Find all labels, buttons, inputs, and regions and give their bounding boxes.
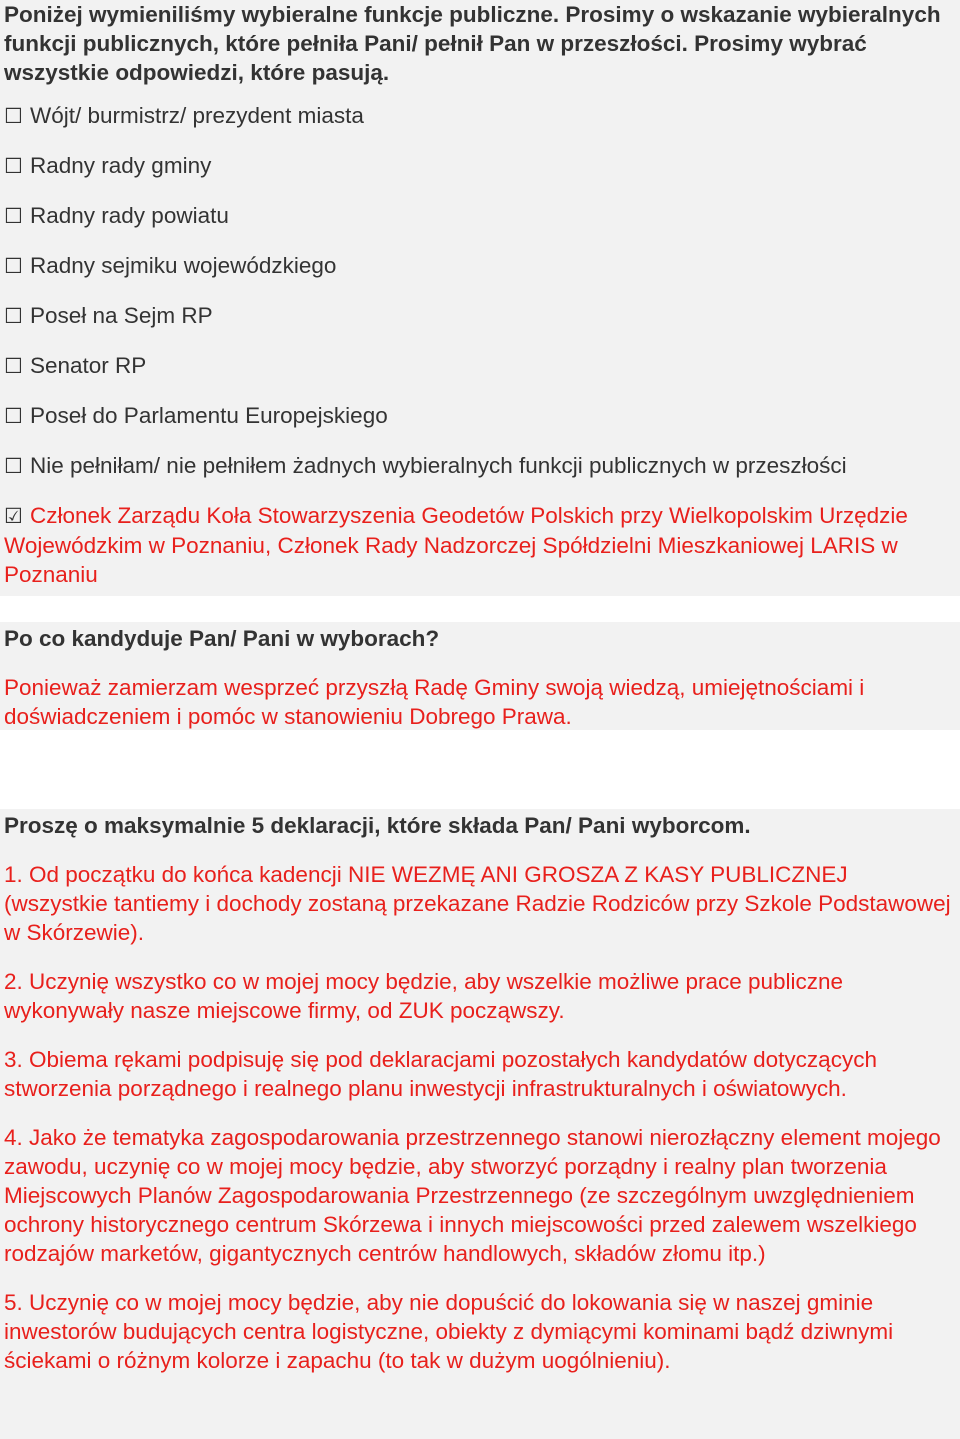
option-label: Senator RP xyxy=(30,353,147,378)
declaration-3: 3. Obiema rękami podpisuję się pod deklaracjami pozostałych kandydatów dotyczących stworzenia porządnego i realnego planu inwestycji infrastrukturalnych i oświatowych. xyxy=(4,1047,877,1101)
answer-why-running: Ponieważ zamierzam wesprzeć przyszłą Radę Gminy swoją wiedzą, umiejętnościami i doświadczeniem i pomóc w stanowieniu Dobrego Prawa. xyxy=(4,675,865,729)
option-label: Radny sejmiku wojewódzkiego xyxy=(30,253,337,278)
option-posel-sejm[interactable] xyxy=(4,301,956,351)
option-radny-sejmiku[interactable] xyxy=(4,251,956,301)
option-wojt[interactable] xyxy=(4,101,956,151)
option-label: Nie pełniłam/ nie pełniłem żadnych wybieralnych funkcji publicznych w przeszłości xyxy=(30,453,847,478)
other-answer-text: Członek Zarządu Koła Stowarzyszenia Geodetów Polskich przy Wielkopolskim Urzędzie Wojewódzkim w Poznaniu, Członek Rady Nadzorczej Spółdzielni Mieszkaniowej LARIS w Poznaniu xyxy=(4,503,908,587)
option-other-checked[interactable] xyxy=(4,501,956,589)
checkbox-empty-icon[interactable]: ☐ xyxy=(4,354,23,378)
section-declarations xyxy=(0,809,960,1439)
checkbox-empty-icon[interactable]: ☐ xyxy=(4,204,23,228)
checkbox-empty-icon[interactable]: ☐ xyxy=(4,154,23,178)
option-label: Poseł do Parlamentu Europejskiego xyxy=(30,403,388,428)
section-functions xyxy=(0,0,960,596)
declaration-4: 4. Jako że tematyka zagospodarowania przestrzennego stanowi nierozłączny element mojego zawodu, uczynię co w mojej mocy będzie, aby stworzyć porządny i realny plan tworzenia Miejscowych Planów Zagospodarowania Przestrzennego (ze szczególnym uwzględnieniem ochrony historycznego centrum Skórzewa i innych miejscowości przed zalewem wszelkiego rodzajów marketów, gigantycznych centrów handlowych, składów złomu itp.) xyxy=(4,1125,941,1266)
declaration-2: 2. Uczynię wszystko co w mojej mocy będzie, aby wszelkie możliwe prace publiczne wykonywały nasze miejscowe firmy, od ZUK począwszy. xyxy=(4,969,844,1023)
option-label: Radny rady powiatu xyxy=(30,203,229,228)
question-declarations: Proszę o maksymalnie 5 deklaracji, które składa Pan/ Pani wyborcom. xyxy=(4,813,751,838)
checkbox-empty-icon[interactable]: ☐ xyxy=(4,254,23,278)
option-label: Radny rady gminy xyxy=(30,153,212,178)
checkbox-empty-icon[interactable]: ☐ xyxy=(4,104,23,128)
checkbox-empty-icon[interactable]: ☐ xyxy=(4,304,23,328)
checkbox-checked-icon[interactable]: ☑ xyxy=(4,504,23,528)
option-label: Wójt/ burmistrz/ prezydent miasta xyxy=(30,103,364,128)
option-radny-powiatu[interactable] xyxy=(4,201,956,251)
checkbox-empty-icon[interactable]: ☐ xyxy=(4,404,23,428)
checkbox-empty-icon[interactable]: ☐ xyxy=(4,454,23,478)
question-functions: Poniżej wymieniliśmy wybieralne funkcje publiczne. Prosimy o wskazanie wybieralnych funkcji publicznych, które pełniła Pani/ pełnił Pan w przeszłości. Prosimy wybrać wszystkie odpowiedzi, które pasują. xyxy=(4,2,941,85)
declaration-5: 5. Uczynię co w mojej mocy będzie, aby nie dopuścić do lokowania się w naszej gminie inwestorów budujących centra logistyczne, obiekty z dymiącymi kominami bądź dziwnymi ściekami o różnym kolorze i zapachu (to tak w dużym uogólnieniu). xyxy=(4,1290,894,1373)
option-label: Poseł na Sejm RP xyxy=(30,303,213,328)
option-none[interactable] xyxy=(4,451,956,501)
question-why-running: Po co kandyduje Pan/ Pani w wyborach? xyxy=(4,626,440,651)
option-senator[interactable] xyxy=(4,351,956,401)
section-why-running xyxy=(0,622,960,730)
option-posel-pe[interactable] xyxy=(4,401,956,451)
option-radny-gminy[interactable] xyxy=(4,151,956,201)
declaration-1: 1. Od początku do końca kadencji NIE WEZMĘ ANI GROSZA Z KASY PUBLICZNEJ (wszystkie tantiemy i dochody zostaną przekazane Radzie Rodziców przy Szkole Podstawowej w Skórzewie). xyxy=(4,862,951,945)
